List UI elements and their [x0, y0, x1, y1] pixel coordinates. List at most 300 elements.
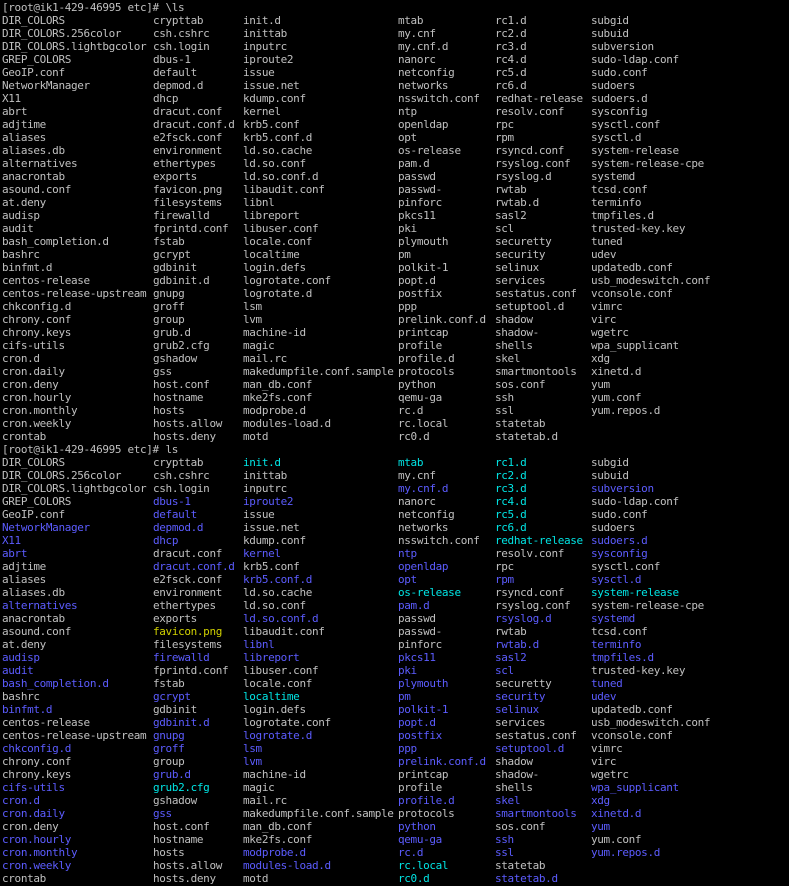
- file-entry: updatedb.conf: [591, 261, 673, 274]
- file-entry: libnl: [243, 196, 275, 209]
- file-entry: passwd: [398, 170, 436, 183]
- file-entry: subversion: [591, 482, 654, 495]
- file-entry: skel: [495, 794, 521, 807]
- file-entry: nanorc: [398, 53, 436, 66]
- file-entry: depmod.d: [153, 521, 204, 534]
- file-entry: chrony.keys: [2, 768, 71, 781]
- file-entry: logrotate.d: [243, 287, 312, 300]
- ls-output-row: [2, 222, 789, 235]
- ls-output-row: [2, 118, 789, 131]
- file-entry: shadow: [495, 313, 533, 326]
- file-entry: GeoIP.conf: [2, 66, 65, 79]
- file-entry: issue.net: [243, 79, 300, 92]
- file-entry: bash_completion.d: [2, 677, 109, 690]
- file-entry: updatedb.conf: [591, 703, 673, 716]
- file-entry: sudo.conf: [591, 508, 648, 521]
- file-entry: rsyslog.d: [495, 170, 552, 183]
- ls-output-row: [2, 66, 789, 79]
- file-entry: dracut.conf: [153, 547, 222, 560]
- ls-output-row: [2, 560, 789, 573]
- file-entry: sos.conf: [495, 820, 546, 833]
- file-entry: mail.rc: [243, 794, 287, 807]
- file-entry: subuid: [591, 27, 629, 40]
- ls-output-row: [2, 781, 789, 794]
- file-entry: rc.local: [398, 417, 449, 430]
- ls-output-row: [2, 339, 789, 352]
- file-entry: sysctl.d: [591, 131, 642, 144]
- file-entry: nanorc: [398, 495, 436, 508]
- file-entry: fstab: [153, 677, 185, 690]
- file-entry: X11: [2, 92, 21, 105]
- file-entry: asound.conf: [2, 625, 71, 638]
- ls-output-row: [2, 521, 789, 534]
- file-entry: rsyncd.conf: [495, 144, 564, 157]
- ls-output-row: [2, 456, 789, 469]
- file-entry: mtab: [398, 456, 424, 469]
- file-entry: profile: [398, 339, 442, 352]
- file-entry: yum.conf: [591, 833, 642, 846]
- file-entry: polkit-1: [398, 703, 449, 716]
- file-entry: pkcs11: [398, 209, 436, 222]
- ls-output-row: [2, 872, 789, 885]
- ls-output-row: [2, 729, 789, 742]
- file-entry: printcap: [398, 326, 449, 339]
- file-entry: tuned: [591, 235, 623, 248]
- file-entry: sos.conf: [495, 378, 546, 391]
- file-entry: passwd-: [398, 183, 442, 196]
- file-entry: sudoers.d: [591, 92, 648, 105]
- file-entry: kdump.conf: [243, 534, 306, 547]
- file-entry: csh.cshrc: [153, 27, 210, 40]
- file-entry: anacrontab: [2, 170, 65, 183]
- file-entry: krb5.conf.d: [243, 573, 312, 586]
- file-entry: csh.login: [153, 482, 210, 495]
- file-entry: iproute2: [243, 495, 294, 508]
- ls-output-row: [2, 417, 789, 430]
- file-entry: shadow: [495, 755, 533, 768]
- file-entry: hosts: [153, 404, 185, 417]
- file-entry: my.cnf.d: [398, 40, 449, 53]
- file-entry: rc.local: [398, 859, 449, 872]
- file-entry: alternatives: [2, 157, 78, 170]
- file-entry: subversion: [591, 40, 654, 53]
- ls-output-row: [2, 209, 789, 222]
- file-entry: NetworkManager: [2, 521, 90, 534]
- file-entry: chrony.conf: [2, 313, 71, 326]
- file-entry: lvm: [243, 313, 262, 326]
- file-entry: logrotate.conf: [243, 274, 331, 287]
- file-entry: DIR_COLORS.lightbgcolor: [2, 482, 147, 495]
- file-entry: gshadow: [153, 794, 197, 807]
- file-entry: abrt: [2, 105, 28, 118]
- file-entry: rwtab: [495, 625, 527, 638]
- file-entry: protocols: [398, 807, 455, 820]
- file-entry: rc2.d: [495, 27, 527, 40]
- file-entry: dhcp: [153, 534, 179, 547]
- file-entry: rc1.d: [495, 456, 527, 469]
- file-entry: scl: [495, 222, 514, 235]
- file-entry: ld.so.cache: [243, 144, 312, 157]
- ls-output-row: [2, 664, 789, 677]
- file-entry: qemu-ga: [398, 833, 442, 846]
- file-entry: pinforc: [398, 638, 442, 651]
- file-entry: dracut.conf.d: [153, 560, 235, 573]
- file-entry: rc6.d: [495, 79, 527, 92]
- file-entry: cron.daily: [2, 807, 65, 820]
- file-entry: fstab: [153, 235, 185, 248]
- file-entry: python: [398, 820, 436, 833]
- file-entry: rc1.d: [495, 14, 527, 27]
- file-entry: statetab.d: [495, 430, 558, 443]
- file-entry: polkit-1: [398, 261, 449, 274]
- file-entry: inittab: [243, 27, 287, 40]
- file-entry: audisp: [2, 651, 40, 664]
- file-entry: services: [495, 716, 546, 729]
- file-entry: python: [398, 378, 436, 391]
- file-entry: GeoIP.conf: [2, 508, 65, 521]
- file-entry: kernel: [243, 547, 281, 560]
- file-entry: audit: [2, 222, 34, 235]
- file-entry: DIR_COLORS: [2, 14, 65, 27]
- file-entry: DIR_COLORS.256color: [2, 27, 122, 40]
- file-entry: rwtab.d: [495, 638, 539, 651]
- ls-output-row: [2, 53, 789, 66]
- file-entry: tmpfiles.d: [591, 209, 654, 222]
- file-entry: pki: [398, 664, 417, 677]
- file-entry: security: [495, 248, 546, 261]
- file-entry: csh.login: [153, 40, 210, 53]
- file-entry: GREP_COLORS: [2, 495, 71, 508]
- file-entry: popt.d: [398, 274, 436, 287]
- file-entry: sysconfig: [591, 105, 648, 118]
- file-entry: wpa_supplicant: [591, 339, 679, 352]
- file-entry: shells: [495, 339, 533, 352]
- file-entry: yum.repos.d: [591, 404, 660, 417]
- file-entry: statetab: [495, 859, 546, 872]
- file-entry: plymouth: [398, 235, 449, 248]
- file-entry: passwd-: [398, 625, 442, 638]
- file-entry: sasl2: [495, 651, 527, 664]
- file-entry: resolv.conf: [495, 105, 564, 118]
- file-entry: gdbinit.d: [153, 274, 210, 287]
- file-entry: rwtab.d: [495, 196, 539, 209]
- file-entry: inputrc: [243, 40, 287, 53]
- file-entry: gcrypt: [153, 690, 191, 703]
- file-entry: sasl2: [495, 209, 527, 222]
- file-entry: firewalld: [153, 209, 210, 222]
- file-entry: setuptool.d: [495, 300, 564, 313]
- file-entry: crontab: [2, 430, 46, 443]
- file-entry: environment: [153, 586, 222, 599]
- file-entry: cron.weekly: [2, 417, 71, 430]
- file-entry: rc6.d: [495, 521, 527, 534]
- file-entry: plymouth: [398, 677, 449, 690]
- ls-output-row: [2, 755, 789, 768]
- file-entry: default: [153, 508, 197, 521]
- file-entry: openldap: [398, 118, 449, 131]
- file-entry: modules-load.d: [243, 859, 331, 872]
- file-entry: tuned: [591, 677, 623, 690]
- file-entry: fprintd.conf: [153, 222, 229, 235]
- file-entry: selinux: [495, 261, 539, 274]
- file-entry: hostname: [153, 391, 204, 404]
- file-entry: login.defs: [243, 261, 306, 274]
- file-entry: man_db.conf: [243, 820, 312, 833]
- file-entry: system-release-cpe: [591, 157, 704, 170]
- ls-output-row: [2, 586, 789, 599]
- file-entry: sysctl.conf: [591, 118, 660, 131]
- file-entry: chrony.conf: [2, 755, 71, 768]
- file-entry: rc5.d: [495, 508, 527, 521]
- file-entry: opt: [398, 573, 417, 586]
- file-entry: smartmontools: [495, 807, 577, 820]
- file-entry: terminfo: [591, 638, 642, 651]
- file-entry: openldap: [398, 560, 449, 573]
- file-entry: ppp: [398, 300, 417, 313]
- file-entry: setuptool.d: [495, 742, 564, 755]
- ls-output-row: [2, 144, 789, 157]
- file-entry: rc5.d: [495, 66, 527, 79]
- file-entry: yum: [591, 820, 610, 833]
- file-entry: rc.d: [398, 404, 424, 417]
- file-entry: ld.so.cache: [243, 586, 312, 599]
- file-entry: shadow-: [495, 326, 539, 339]
- file-entry: pkcs11: [398, 651, 436, 664]
- file-entry: tmpfiles.d: [591, 651, 654, 664]
- file-entry: virc: [591, 755, 617, 768]
- file-entry: modules-load.d: [243, 417, 331, 430]
- file-entry: wgetrc: [591, 326, 629, 339]
- file-entry: init.d: [243, 14, 281, 27]
- file-entry: grub2.cfg: [153, 781, 210, 794]
- ls-output-row: [2, 768, 789, 781]
- file-entry: cron.d: [2, 794, 40, 807]
- file-entry: libaudit.conf: [243, 625, 325, 638]
- file-entry: system-release: [591, 144, 679, 157]
- file-entry: inittab: [243, 469, 287, 482]
- ls-output-row: [2, 326, 789, 339]
- file-entry: machine-id: [243, 326, 306, 339]
- file-entry: localtime: [243, 248, 300, 261]
- shell-prompt: [root@ik1-429-46995 etc]#: [2, 443, 159, 456]
- file-entry: hostname: [153, 833, 204, 846]
- file-entry: rc4.d: [495, 53, 527, 66]
- file-entry: gnupg: [153, 729, 185, 742]
- file-entry: aliases.db: [2, 586, 65, 599]
- file-entry: exports: [153, 612, 197, 625]
- file-entry: aliases: [2, 131, 46, 144]
- file-entry: vconsole.conf: [591, 287, 673, 300]
- file-entry: grub.d: [153, 326, 191, 339]
- file-entry: grub.d: [153, 768, 191, 781]
- file-entry: redhat-release: [495, 534, 583, 547]
- file-entry: GREP_COLORS: [2, 53, 71, 66]
- file-entry: skel: [495, 352, 521, 365]
- file-entry: mke2fs.conf: [243, 833, 312, 846]
- file-entry: aliases.db: [2, 144, 65, 157]
- file-entry: kdump.conf: [243, 92, 306, 105]
- file-entry: group: [153, 755, 185, 768]
- file-entry: prelink.conf.d: [398, 755, 486, 768]
- file-entry: krb5.conf: [243, 118, 300, 131]
- file-entry: os-release: [398, 586, 461, 599]
- ls-output-row: [2, 274, 789, 287]
- file-entry: hosts.deny: [153, 872, 216, 885]
- ls-output-row: [2, 378, 789, 391]
- file-entry: rc3.d: [495, 40, 527, 53]
- ls-output-row: [2, 404, 789, 417]
- file-entry: krb5.conf: [243, 560, 300, 573]
- file-entry: cron.deny: [2, 820, 59, 833]
- file-entry: my.cnf: [398, 469, 436, 482]
- file-entry: gshadow: [153, 352, 197, 365]
- file-entry: ethertypes: [153, 599, 216, 612]
- ls-output-row: [2, 196, 789, 209]
- file-entry: ssh: [495, 391, 514, 404]
- file-entry: vimrc: [591, 300, 623, 313]
- file-entry: rc4.d: [495, 495, 527, 508]
- file-entry: NetworkManager: [2, 79, 90, 92]
- shell-command: ls: [165, 443, 178, 456]
- ls-output-row: [2, 365, 789, 378]
- file-entry: krb5.conf.d: [243, 131, 312, 144]
- file-entry: e2fsck.conf: [153, 131, 222, 144]
- file-entry: gdbinit.d: [153, 716, 210, 729]
- file-entry: tcsd.conf: [591, 183, 648, 196]
- file-entry: motd: [243, 872, 269, 885]
- file-entry: DIR_COLORS.lightbgcolor: [2, 40, 147, 53]
- file-entry: systemd: [591, 170, 635, 183]
- ls-output-row: [2, 625, 789, 638]
- file-entry: libuser.conf: [243, 222, 319, 235]
- file-entry: ld.so.conf.d: [243, 612, 319, 625]
- ls-output-row: [2, 391, 789, 404]
- file-entry: sudoers.d: [591, 534, 648, 547]
- file-entry: adjtime: [2, 560, 46, 573]
- file-entry: rsyslog.conf: [495, 157, 571, 170]
- file-entry: wpa_supplicant: [591, 781, 679, 794]
- file-entry: locale.conf: [243, 677, 312, 690]
- ls-output-row: [2, 703, 789, 716]
- ls-output-row: [2, 807, 789, 820]
- file-entry: sudo-ldap.conf: [591, 53, 679, 66]
- ls-output-row: [2, 14, 789, 27]
- file-entry: centos-release-upstream: [2, 729, 147, 742]
- file-entry: rc3.d: [495, 482, 527, 495]
- file-entry: opt: [398, 131, 417, 144]
- file-entry: chkconfig.d: [2, 742, 71, 755]
- ls-output-row: [2, 287, 789, 300]
- file-entry: subgid: [591, 14, 629, 27]
- file-entry: inputrc: [243, 482, 287, 495]
- file-entry: favicon.png: [153, 183, 222, 196]
- file-entry: printcap: [398, 768, 449, 781]
- file-entry: logrotate.conf: [243, 716, 331, 729]
- file-entry: udev: [591, 690, 617, 703]
- file-entry: trusted-key.key: [591, 222, 686, 235]
- file-entry: yum.repos.d: [591, 846, 660, 859]
- file-entry: mtab: [398, 14, 424, 27]
- ls-output-row: [2, 742, 789, 755]
- file-entry: gnupg: [153, 287, 185, 300]
- file-entry: anacrontab: [2, 612, 65, 625]
- ls-output-row: [2, 690, 789, 703]
- ls-output-row: [2, 157, 789, 170]
- file-entry: hosts.allow: [153, 417, 222, 430]
- file-entry: cron.hourly: [2, 391, 71, 404]
- ls-output-row: [2, 820, 789, 833]
- file-entry: lsm: [243, 742, 262, 755]
- file-entry: services: [495, 274, 546, 287]
- file-entry: xinetd.d: [591, 807, 642, 820]
- file-entry: smartmontools: [495, 365, 577, 378]
- ls-output-row: [2, 183, 789, 196]
- file-entry: sestatus.conf: [495, 287, 577, 300]
- file-entry: redhat-release: [495, 92, 583, 105]
- file-entry: trusted-key.key: [591, 664, 686, 677]
- file-entry: cron.monthly: [2, 846, 78, 859]
- file-entry: motd: [243, 430, 269, 443]
- file-entry: ssl: [495, 846, 514, 859]
- file-entry: ntp: [398, 105, 417, 118]
- file-entry: X11: [2, 534, 21, 547]
- file-entry: pam.d: [398, 157, 430, 170]
- file-entry: cron.monthly: [2, 404, 78, 417]
- file-entry: xdg: [591, 794, 610, 807]
- file-entry: login.defs: [243, 703, 306, 716]
- file-entry: logrotate.d: [243, 729, 312, 742]
- file-entry: e2fsck.conf: [153, 573, 222, 586]
- file-entry: libnl: [243, 638, 275, 651]
- file-entry: cron.daily: [2, 365, 65, 378]
- ls-output-row: [2, 599, 789, 612]
- file-entry: chkconfig.d: [2, 300, 71, 313]
- file-entry: popt.d: [398, 716, 436, 729]
- file-entry: sudo-ldap.conf: [591, 495, 679, 508]
- file-entry: ppp: [398, 742, 417, 755]
- file-entry: dbus-1: [153, 495, 191, 508]
- file-entry: kernel: [243, 105, 281, 118]
- file-entry: statetab: [495, 417, 546, 430]
- file-entry: crontab: [2, 872, 46, 885]
- file-entry: magic: [243, 781, 275, 794]
- file-entry: rpm: [495, 573, 514, 586]
- file-entry: shells: [495, 781, 533, 794]
- ls-output-row: [2, 300, 789, 313]
- file-entry: ld.so.conf: [243, 157, 306, 170]
- file-entry: udev: [591, 248, 617, 261]
- file-entry: profile.d: [398, 352, 455, 365]
- file-entry: postfix: [398, 729, 442, 742]
- ls-output-row: [2, 235, 789, 248]
- file-entry: dracut.conf.d: [153, 118, 235, 131]
- file-entry: bash_completion.d: [2, 235, 109, 248]
- file-entry: xinetd.d: [591, 365, 642, 378]
- shell-command: \ls: [165, 1, 185, 14]
- file-entry: pam.d: [398, 599, 430, 612]
- file-entry: xdg: [591, 352, 610, 365]
- file-entry: passwd: [398, 612, 436, 625]
- file-entry: rpm: [495, 131, 514, 144]
- file-entry: magic: [243, 339, 275, 352]
- prompt-line: [2, 1, 789, 14]
- file-entry: binfmt.d: [2, 261, 53, 274]
- file-entry: gdbinit: [153, 261, 197, 274]
- ls-output-row: [2, 92, 789, 105]
- file-entry: prelink.conf.d: [398, 313, 486, 326]
- file-entry: vimrc: [591, 742, 623, 755]
- file-entry: statetab.d: [495, 872, 558, 885]
